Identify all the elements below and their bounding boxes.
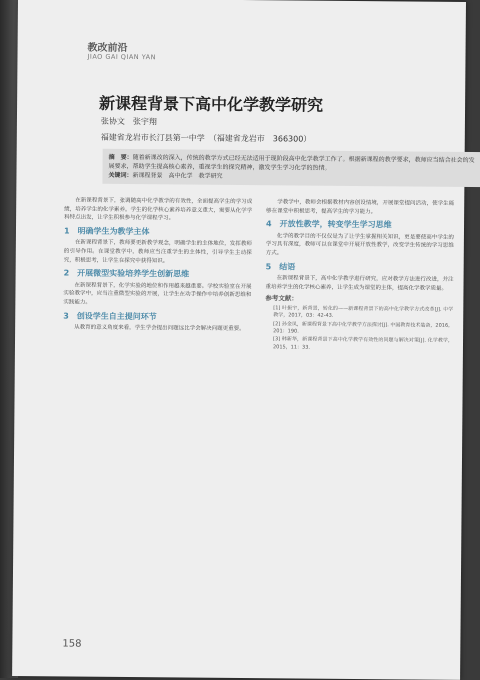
page-number: 158 (62, 638, 82, 650)
section-heading: 3 创设学生自主提问环节 (63, 310, 157, 321)
section-paragraph: 从教育的意义角度来看，学生学会提出问题远比学会解决问题更重要。 (74, 324, 245, 333)
abstract-box (102, 149, 480, 187)
right-intro-paragraph: 学教学中，教师会根据教材内容创设情境，开展课堂提问活动，使学生能够在课堂中积极思考，提高学生的学习能力。 (266, 199, 455, 215)
article-title: 新课程背景下高中化学教学研究 (99, 93, 324, 115)
column-label: 教改前沿 (87, 42, 128, 55)
article-authors: 张协文 张宇翔 (100, 116, 157, 127)
section-paragraph: 在新课程背景下，化学实验的地位和作用越来越重要。学校实验室在开展实验教学中，应当注重微型实验的开展，让学生在动手操作中培养创新思维和实践能力。 (63, 282, 252, 306)
article-affiliation: 福建省龙岩市长汀县第一中学 （福建省龙岩市 366300） (100, 132, 312, 144)
references (265, 296, 453, 353)
section-paragraph: 在新课程背景下，高中化学教学进行研究，应对教学方法进行改进，并注重培养学生的化学核心素养，让学生成为课堂的主体，提高化学教学质量。 (265, 275, 454, 292)
section-heading: 4 开放性教学，转变学生学习思维 (266, 219, 392, 230)
abstract-text: 随着新课改的深入，传统的教学方式已经无法适用于现阶段高中化学教学工作了。根据新课程的教学要求，教师应当结合社会的发展要求，帮助学生提高核心素养，重视学生的探究精神，激发学生学习化学的热情。 (108, 154, 475, 172)
reference-item: [3] 韩新华，新课程背景下高中化学教学有效性的问题与解决对策[J]. 化学教学，2015，11：33. (272, 336, 454, 351)
keywords-text: 新课程背景 高中化学 教学研究 (132, 172, 223, 180)
section-paragraph: 在新课程背景下，教师要更新教学观念，明确学生的主体地位，发挥教师的引导作用。在课堂教学中，教师应当注重学生的主体性，引导学生主动探究，积极思考，让学生在探究中获得知识。 (63, 239, 252, 264)
section-heading: 5 结语 (265, 261, 296, 272)
intro-paragraph: 在新课程背景下，张调随高中化学教学的有效性，全面提高学生的学习成绩，培养学生的化学素养。学生的化学核心素养培养意义重大，需要从化学学科特点出发，让学生积极参与化学课程学习。 (64, 197, 253, 222)
keywords-label: 关键词： (108, 171, 133, 180)
left-column (63, 196, 252, 335)
column-label-pinyin: JIAO GAI QIAN YAN (87, 52, 157, 62)
journal-page (12, 0, 475, 680)
section-heading: 2 开展微型实验培养学生创新思维 (63, 268, 190, 279)
keywords (108, 171, 480, 183)
section-paragraph: 化学的教学目的不仅仅是为了让学生掌握相关知识，更是要使高中学生的学习具有深度，教师可以在课堂中开展开放性教学，改变学生传统的学习思维方式。 (265, 233, 454, 257)
reference-item: [2] 孙金凤，新课程背景下高中化学教学方法探讨[J]. 中国教育技术装备，2016，201：190. (273, 320, 454, 335)
references-heading: 参考文献： (265, 294, 298, 303)
abstract-label: 摘 要： (108, 153, 133, 162)
reference-item: [1] 叶振宇，新背景，转化的——新课程背景下的高中化学教学方式改革[J]. 中学教学，2017，03：42-43. (273, 305, 454, 319)
right-column (265, 198, 454, 354)
section-heading: 1 明确学生为教学主体 (63, 226, 150, 236)
